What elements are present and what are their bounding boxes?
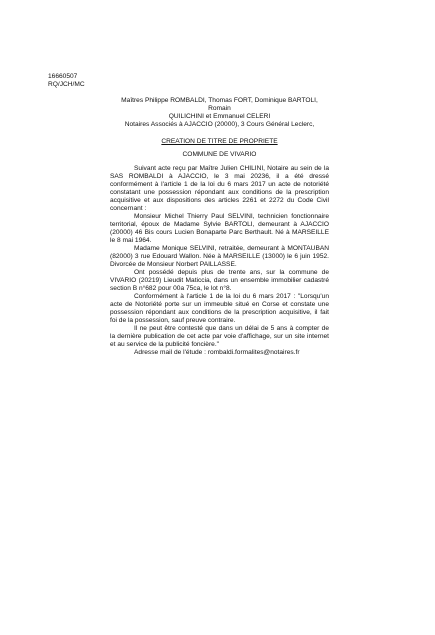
paragraph-party-2: Madame Monique SELVINI, retraitée, demeurant à MONTAUBAN (82000) 3 rue Edouard Wallon. Née à MARSEILLE (13000) le 6 juin 1952. Divorcée de Monsieur Norbert PAILLASSE. [110, 245, 329, 268]
document-title: CREATION DE TITRE DE PROPRIETE [161, 138, 278, 145]
notary-address: Notaires Associés à AJACCIO (20000), 3 Cours Général Leclerc, [124, 121, 315, 128]
paragraph-email: Adresse mail de l'étude : rombaldi.formalites@notaires.fr [134, 349, 300, 356]
notary-header [110, 97, 329, 129]
document-subtitle: COMMUNE DE VIVARIO [182, 151, 257, 158]
paragraph-property: Ont possédé depuis plus de trente ans, sur la commune de VIVARIO (20219) Lieudit Maticcia, dans un ensemble immobilier cadastré section B n°682 pour 00a 75ca, le lot n°8. [110, 269, 329, 292]
document-body [110, 97, 329, 357]
reference-block [48, 73, 85, 89]
notary-names-line2: QUILICHINI et Emmanuel CELERI [168, 113, 271, 120]
reference-number: 16660507 [48, 73, 78, 80]
paragraph-party-1: Monsieur Michel Thierry Paul SELVINI, technicien fonctionnaire territorial, époux de Madame Sylvie BARTOLI, demeurant à AJACCIO (20000) 46 Bis cours Lucien Bonaparte Parc Berthault. Né à MARSEILLE le 8 mai 1964. [110, 213, 329, 244]
notary-names-line1: Maîtres Philippe ROMBALDI, Thomas FORT, Dominique BARTOLI, Romain [121, 97, 318, 112]
reference-code: RQ/JCH/MC [48, 81, 85, 88]
paragraph-deed: Suivant acte reçu par Maître Julien CHILINI, Notaire au sein de la SAS ROMBALDI à AJACCIO, le 3 mai 20236, il a été dressé conformément à l'article 1 de la loi du 6 mars 2017 un acte de notoriété constatant une possession répondant aux conditions de la prescription acquisitive et aux dispositions des articles 2261 et 2272 du Code Civil concernant : [110, 165, 329, 212]
paragraph-contest-delay: Il ne peut être contesté que dans un délai de 5 ans à compter de la dernière publication de cet acte par voie d'affichage, sur un site internet et au service de la publicité foncière." [110, 325, 329, 348]
paragraph-law-article: Conformément à l'article 1 de la loi du 6 mars 2017 : "Lorsqu'un acte de Notoriété porte sur un immeuble situé en Corse et constate une possession répondant aux conditions de la prescription acquisitive, il fait foi de la possession, sauf preuve contraire. [110, 293, 329, 324]
